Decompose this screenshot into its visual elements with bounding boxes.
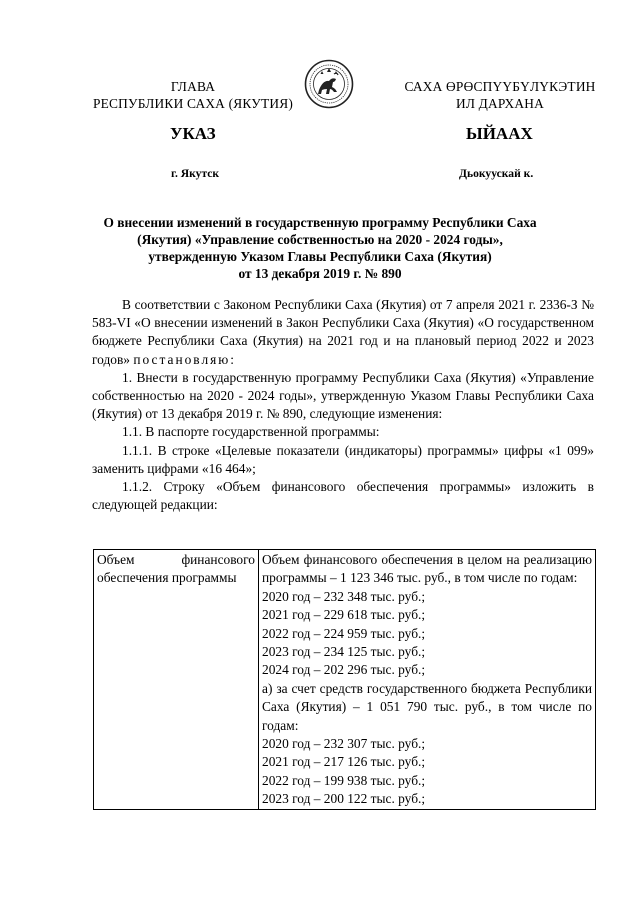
value-line: 2022 год – 224 959 тыс. руб.; xyxy=(262,625,426,641)
paragraph-1-1-1: 1.1.1. В строке «Целевые показатели (индикаторы) программы» цифры «1 099» заменить цифрами «16 464»; xyxy=(92,442,594,476)
header-left-line1: ГЛАВА xyxy=(170,79,216,94)
title-line: от 13 декабря 2019 г. № 890 xyxy=(238,266,402,281)
value-line: 2021 год – 217 126 тыс. руб.; xyxy=(262,754,426,770)
city-right: Дьокуускай к. xyxy=(459,167,534,180)
paragraph-intro xyxy=(92,296,594,369)
decree-word: постановляю xyxy=(133,351,231,367)
header-left-line2: РЕСПУБЛИКИ САХА (ЯКУТИЯ) xyxy=(93,96,293,111)
document-title xyxy=(80,214,560,282)
table-cell-values xyxy=(259,550,596,810)
decree-colon: : xyxy=(230,351,235,367)
header-right-line2: ИЛ ДАРХАНА xyxy=(455,96,545,111)
financing-table xyxy=(93,549,596,810)
value-line: а) за счет средств государственного бюджета Республики Саха (Якутия) – 1 051 790 тыс. руб., в том числе по годам: xyxy=(262,680,592,733)
emblem-icon xyxy=(304,58,354,110)
table-cell-label xyxy=(94,550,259,810)
title-ukaz: УКАЗ xyxy=(170,124,216,143)
title-line: утвержденную Указом Главы Республики Саха (Якутия) xyxy=(148,249,492,264)
value-line: 2022 год – 199 938 тыс. руб.; xyxy=(262,772,426,788)
title-line: (Якутия) «Управление собственностью на 2020 - 2024 годы», xyxy=(137,232,503,247)
paragraph-1: 1. Внести в государственную программу Республики Саха (Якутия) «Управление собственностью на 2020 - 2024 годы», утвержденную Указом Главы Республики Саха (Якутия) от 13 декабря 2019 г. № 890, следующие изменения: xyxy=(92,369,594,422)
value-line: 2020 год – 232 307 тыс. руб.; xyxy=(262,736,426,752)
value-line: 2023 год – 234 125 тыс. руб.; xyxy=(262,644,426,660)
header-right-line1: САХА ӨРӨСПҮҮБҮЛҮКЭТИН xyxy=(404,79,596,94)
value-line: Объем финансового обеспечения в целом на реализацию программы – 1 123 346 тыс. руб., в том числе по годам: xyxy=(262,552,592,586)
value-line: 2024 год – 202 296 тыс. руб.; xyxy=(262,662,426,678)
title-yiaah: ЫЙААХ xyxy=(466,124,533,143)
value-line: 2021 год – 229 618 тыс. руб.; xyxy=(262,607,426,623)
table-row xyxy=(94,550,596,810)
city-left: г. Якутск xyxy=(171,167,220,180)
header-right xyxy=(390,78,610,112)
document-body xyxy=(92,296,594,514)
paragraph-1-1: 1.1. В паспорте государственной программы: xyxy=(122,424,380,440)
left-cell-text: Объем финансового обеспечения программы xyxy=(97,552,255,586)
page-bottom-mask xyxy=(0,852,640,905)
title-line: О внесении изменений в государственную программу Республики Саха xyxy=(103,215,537,230)
value-line: 2023 год – 200 122 тыс. руб.; xyxy=(262,791,426,807)
value-line: 2020 год – 232 348 тыс. руб.; xyxy=(262,588,426,604)
paragraph-1-1-2: 1.1.2. Строку «Объем финансового обеспечения программы» изложить в следующей редакции: xyxy=(92,479,594,513)
intro-text: В соответствии с Законом Республики Саха (Якутия) от 7 апреля 2021 г. 2336-З № 583-VI «О внесении изменений в Закон Республики Саха (Якутия) «О государственном бюджете Республики Саха (Якутия) на 2021 год и на плановый период 2022 и 2023 годов» xyxy=(92,297,594,367)
header-left xyxy=(88,78,298,112)
